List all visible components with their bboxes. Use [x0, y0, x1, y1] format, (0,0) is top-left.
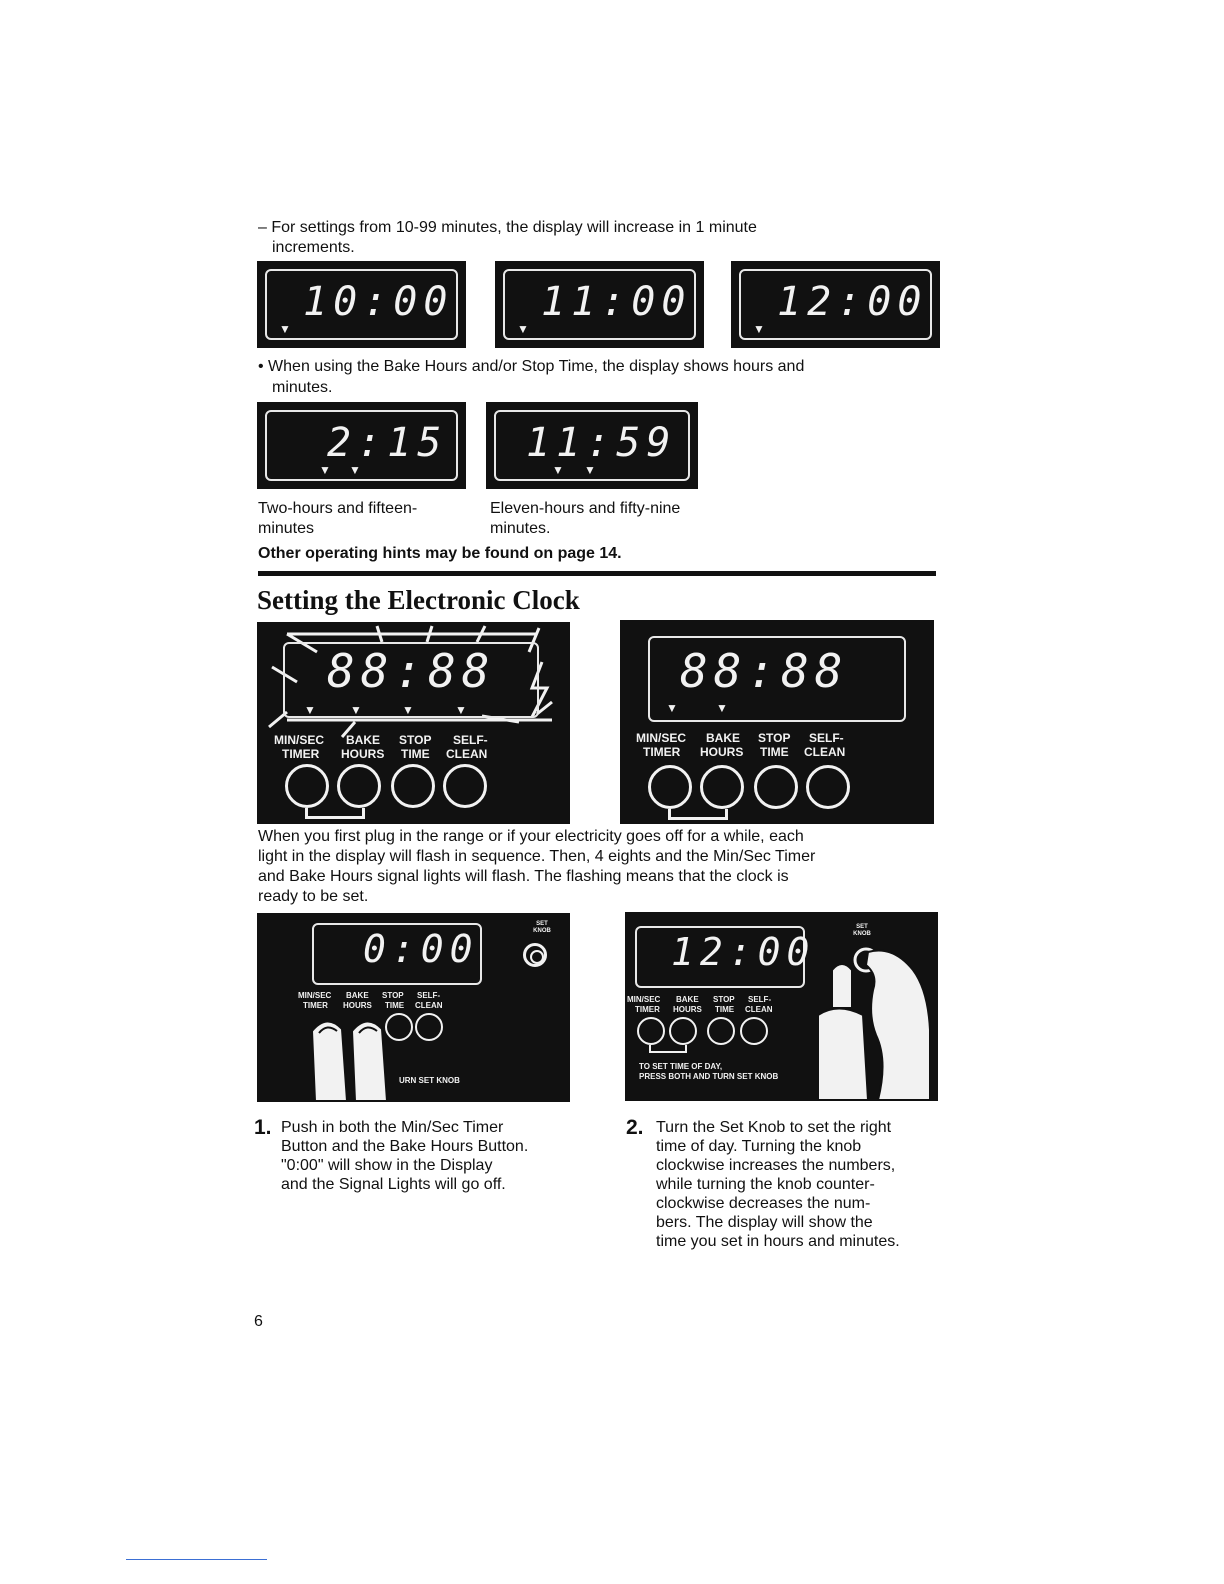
label-min-sec: MIN/SEC [636, 731, 687, 745]
set-time-note-2: PRESS BOTH AND TURN SET KNOB [639, 1072, 779, 1081]
signal-triangle-icon: ▼ [584, 463, 596, 477]
label-min-sec: MIN/SEC [298, 991, 332, 1000]
label-clean: CLEAN [415, 1001, 443, 1010]
step2-line-1: Turn the Set Knob to set the right [656, 1119, 892, 1136]
label-stop: STOP [399, 733, 432, 747]
step2-line-2: time of day. Turning the knob [656, 1138, 862, 1155]
label-bake: BAKE [706, 731, 741, 745]
caption-right-1: Eleven-hours and fifty-nine [490, 500, 681, 517]
button-link-bracket [649, 1045, 687, 1053]
para-line-3: and Bake Hours signal lights will flash. The flashing means that the clock is [258, 868, 789, 885]
label-time: TIME [760, 745, 789, 759]
label-hours: HOURS [341, 747, 385, 761]
label-time: TIME [385, 1001, 405, 1010]
caption-left-1: Two-hours and fifteen- [258, 500, 418, 517]
step2-line-6: bers. The display will show the [656, 1214, 873, 1231]
set-knob-label: SET KNOB [853, 924, 871, 937]
signal-triangle-icon: ▼ [350, 703, 362, 717]
signal-triangle-icon: ▼ [517, 322, 529, 336]
display-digits: 12:00 [671, 930, 816, 974]
signal-triangle-icon: ▼ [349, 463, 361, 477]
min-sec-timer-button[interactable] [637, 1017, 665, 1045]
stop-time-button[interactable] [754, 765, 798, 809]
stop-time-button[interactable] [707, 1017, 735, 1045]
label-clean: CLEAN [446, 747, 488, 761]
set-time-note-1: TO SET TIME OF DAY, [639, 1062, 723, 1071]
signal-triangle-icon: ▼ [402, 703, 414, 717]
signal-triangle-icon: ▼ [279, 322, 291, 336]
para-line-1: When you first plug in the range or if your electricity goes off for a while, each [258, 828, 804, 845]
footnote-rule [126, 1559, 267, 1560]
step1-line-4: and the Signal Lights will go off. [281, 1176, 506, 1193]
para-line-4: ready to be set. [258, 888, 369, 905]
stop-time-button[interactable] [391, 764, 435, 808]
caption-right-2: minutes. [490, 520, 551, 537]
step2-line-5: clockwise decreases the num- [656, 1195, 871, 1212]
min-sec-timer-button[interactable] [285, 764, 329, 808]
bake-hours-button[interactable] [700, 765, 744, 809]
label-min-sec: MIN/SEC [274, 733, 325, 747]
label-bake: BAKE [346, 991, 369, 1000]
step2-panel [625, 912, 938, 1101]
label-time: TIME [401, 747, 430, 761]
step2-number: 2. [626, 1116, 644, 1139]
clock-panel-ready [620, 620, 934, 824]
display-digits: 88:88 [680, 644, 849, 698]
turn-set-knob-note: URN SET KNOB [399, 1076, 460, 1085]
label-bake: BAKE [346, 733, 381, 747]
display-digits: 0:00 [363, 927, 479, 971]
label-hours: HOURS [673, 1005, 702, 1014]
signal-triangle-icon: ▼ [319, 463, 331, 477]
step2-line-3: clockwise increases the numbers, [656, 1157, 896, 1174]
display-digits: 2:15 [327, 420, 448, 466]
set-knob-button[interactable] [523, 943, 547, 967]
button-link-bracket [668, 809, 728, 820]
label-hours: HOURS [700, 745, 744, 759]
bullet-line-1: • When using the Bake Hours and/or Stop Time, the display shows hours and [258, 358, 805, 375]
display-digits: 11:00 [541, 279, 692, 325]
label-self: SELF- [417, 991, 441, 1000]
page-number: 6 [254, 1313, 263, 1330]
display-digits: 88:88 [327, 644, 496, 698]
label-stop: STOP [382, 991, 404, 1000]
self-clean-button[interactable] [740, 1017, 768, 1045]
step1-line-1: Push in both the Min/Sec Timer [281, 1119, 504, 1136]
signal-triangle-icon: ▼ [552, 463, 564, 477]
label-timer: TIMER [643, 745, 681, 759]
intro-line-2: increments. [272, 239, 355, 256]
self-clean-button[interactable] [443, 764, 487, 808]
hand-turning-knob-icon [818, 930, 938, 1100]
label-clean: CLEAN [745, 1005, 773, 1014]
label-bake: BAKE [676, 995, 699, 1004]
operating-hint: Other operating hints may be found on page 14. [258, 545, 622, 562]
display-panel-11-59 [486, 402, 698, 489]
label-hours: HOURS [343, 1001, 372, 1010]
label-timer: TIMER [303, 1001, 328, 1010]
set-knob-label: SET KNOB [533, 921, 551, 934]
step1-number: 1. [254, 1116, 272, 1139]
bullet-line-2: minutes. [272, 379, 333, 396]
signal-triangle-icon: ▼ [716, 701, 728, 715]
display-digits: 10:00 [303, 279, 454, 325]
label-timer: TIMER [282, 747, 320, 761]
display-digits: 11:59 [526, 420, 677, 466]
step2-line-7: time you set in hours and minutes. [656, 1233, 900, 1250]
caption-left-2: minutes [258, 520, 315, 537]
signal-triangle-icon: ▼ [753, 322, 765, 336]
label-timer: TIMER [635, 1005, 660, 1014]
signal-triangle-icon: ▼ [666, 701, 678, 715]
step1-line-3: "0:00" will show in the Display [281, 1157, 493, 1174]
label-time: TIME [715, 1005, 735, 1014]
min-sec-timer-button[interactable] [648, 765, 692, 809]
display-panel-11-00 [495, 261, 704, 348]
signal-triangle-icon: ▼ [455, 703, 467, 717]
button-link-bracket [305, 808, 365, 819]
label-self: SELF- [809, 731, 844, 745]
step1-line-2: Button and the Bake Hours Button. [281, 1138, 529, 1155]
display-panel-2-15 [257, 402, 466, 489]
intro-line-1: – For settings from 10-99 minutes, the display will increase in 1 minute [258, 219, 757, 236]
bake-hours-button[interactable] [669, 1017, 697, 1045]
label-self: SELF- [453, 733, 488, 747]
para-line-2: light in the display will flash in sequence. Then, 4 eights and the Min/Sec Timer [258, 848, 816, 865]
signal-triangle-icon: ▼ [304, 703, 316, 717]
section-divider [258, 571, 936, 576]
display-panel-10-00 [257, 261, 466, 348]
label-self: SELF- [748, 995, 772, 1004]
section-title: Setting the Electronic Clock [257, 585, 580, 615]
step2-line-4: while turning the knob counter- [656, 1176, 875, 1193]
pressing-fingers-icon [307, 1011, 447, 1101]
label-stop: STOP [713, 995, 735, 1004]
display-digits: 12:00 [777, 279, 928, 325]
label-clean: CLEAN [804, 745, 846, 759]
clock-panel-flashing [257, 622, 570, 824]
step1-panel [257, 913, 570, 1102]
self-clean-button[interactable] [806, 765, 850, 809]
label-stop: STOP [758, 731, 791, 745]
display-panel-12-00 [731, 261, 940, 348]
bake-hours-button[interactable] [337, 764, 381, 808]
label-min-sec: MIN/SEC [627, 995, 661, 1004]
